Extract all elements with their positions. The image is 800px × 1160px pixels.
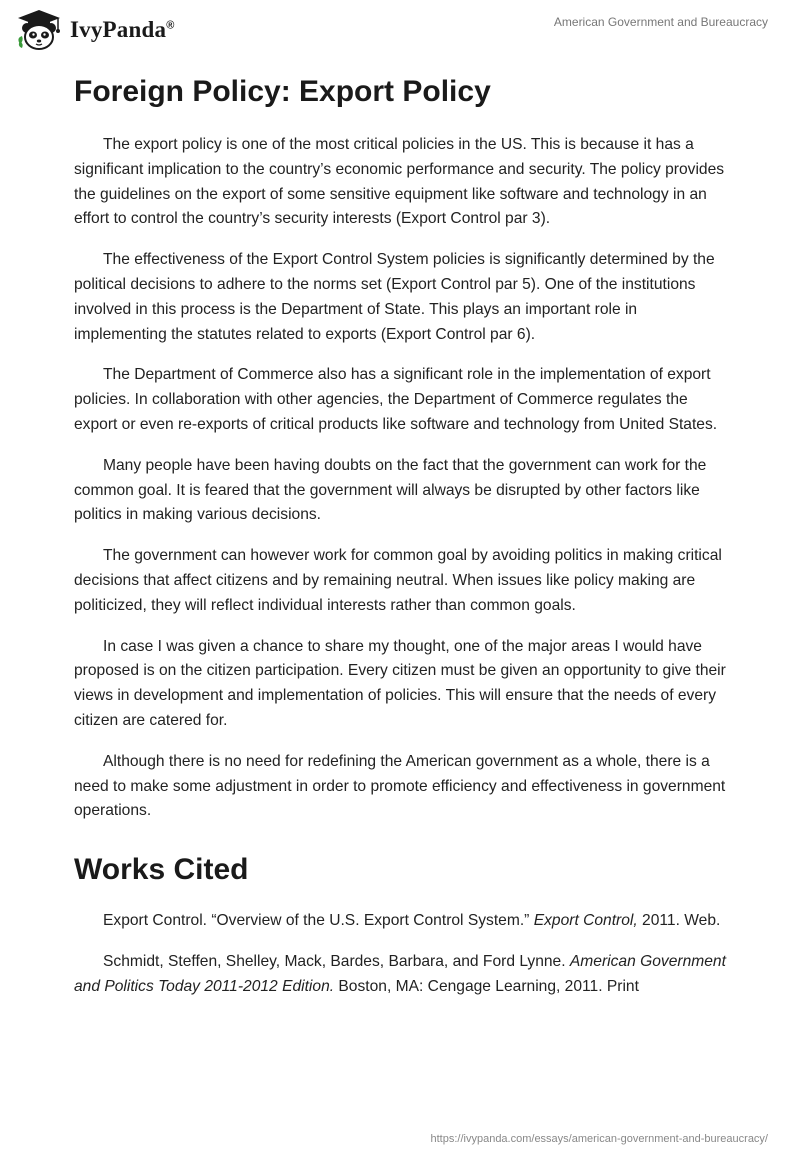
registered-mark: ®	[166, 19, 175, 32]
reference-text: 2011. Web.	[637, 912, 721, 930]
works-cited-heading: Works Cited	[74, 853, 249, 887]
reference-text: Schmidt, Steffen, Shelley, Mack, Bardes, Barbara, and Ford Lynne.	[103, 952, 570, 970]
paragraph: The export policy is one of the most critical policies in the US. This is because it has a significant implication to the country’s economic performance and security. The policy provides the guidelines on the export of some sensitive equipment like software and technology in an effort to control the country’s security interests (Export Control par 3).	[74, 136, 725, 228]
panda-graduate-icon	[14, 8, 64, 52]
source-url-link[interactable]: https://ivypanda.com/essays/american-government-and-bureaucracy/	[430, 1133, 768, 1145]
reference-text: Boston, MA: Cengage Learning, 2011. Print	[334, 977, 639, 995]
paragraph: The Department of Commerce also has a significant role in the implementation of export policies. In collaboration with other agencies, the Department of Commerce regulates the export or even re-exports of critical products like software and technology from United States.	[74, 366, 718, 433]
logo-wordmark: IvyPanda®	[70, 17, 175, 42]
document-title: American Government and Bureaucracy	[553, 15, 768, 29]
reference-text: Export Control. “Overview of the U.S. Export Control System.”	[103, 912, 534, 930]
paragraph: Although there is no need for redefining the American government as a whole, there is a need to make some adjustment in order to promote efficiency and effectiveness in government operations.	[74, 752, 726, 820]
paragraph: The effectiveness of the Export Control System policies is significantly determined by the political decisions to adhere to the norms set (Export Control par 5). One of the institutions involved in this process is the Department of State. This plays an important role in implementing the statutes related to exports (Export Control par 6).	[74, 251, 715, 343]
reference-source-title: Export Control,	[533, 912, 638, 930]
essay-body	[74, 70, 726, 1016]
page-header	[0, 0, 800, 60]
ivypanda-logo[interactable]	[14, 8, 175, 52]
paragraph: The government can however work for common goal by avoiding politics in making critical decisions that affect citizens and by remaining neutral. When issues like policy making are politicized, they will reflect individual interests rather than common goals.	[74, 547, 722, 614]
reference-entry	[74, 950, 726, 1000]
reference-entry	[74, 909, 726, 934]
paragraph: Many people have been having doubts on the fact that the government can work for the common goal. It is feared that the government will always be disrupted by other factors like politics in making various decisions.	[74, 456, 707, 524]
section-heading: Foreign Policy: Export Policy	[74, 75, 491, 108]
paragraph: In case I was given a chance to share my thought, one of the major areas I would have proposed is on the citizen participation. Every citizen must be given an opportunity to give their views in development and implementation of policies. This will ensure that the needs of every citizen are catered for.	[74, 637, 726, 729]
reference-source-title: American Government and Politics Today 2011-2012 Edition.	[74, 952, 726, 995]
